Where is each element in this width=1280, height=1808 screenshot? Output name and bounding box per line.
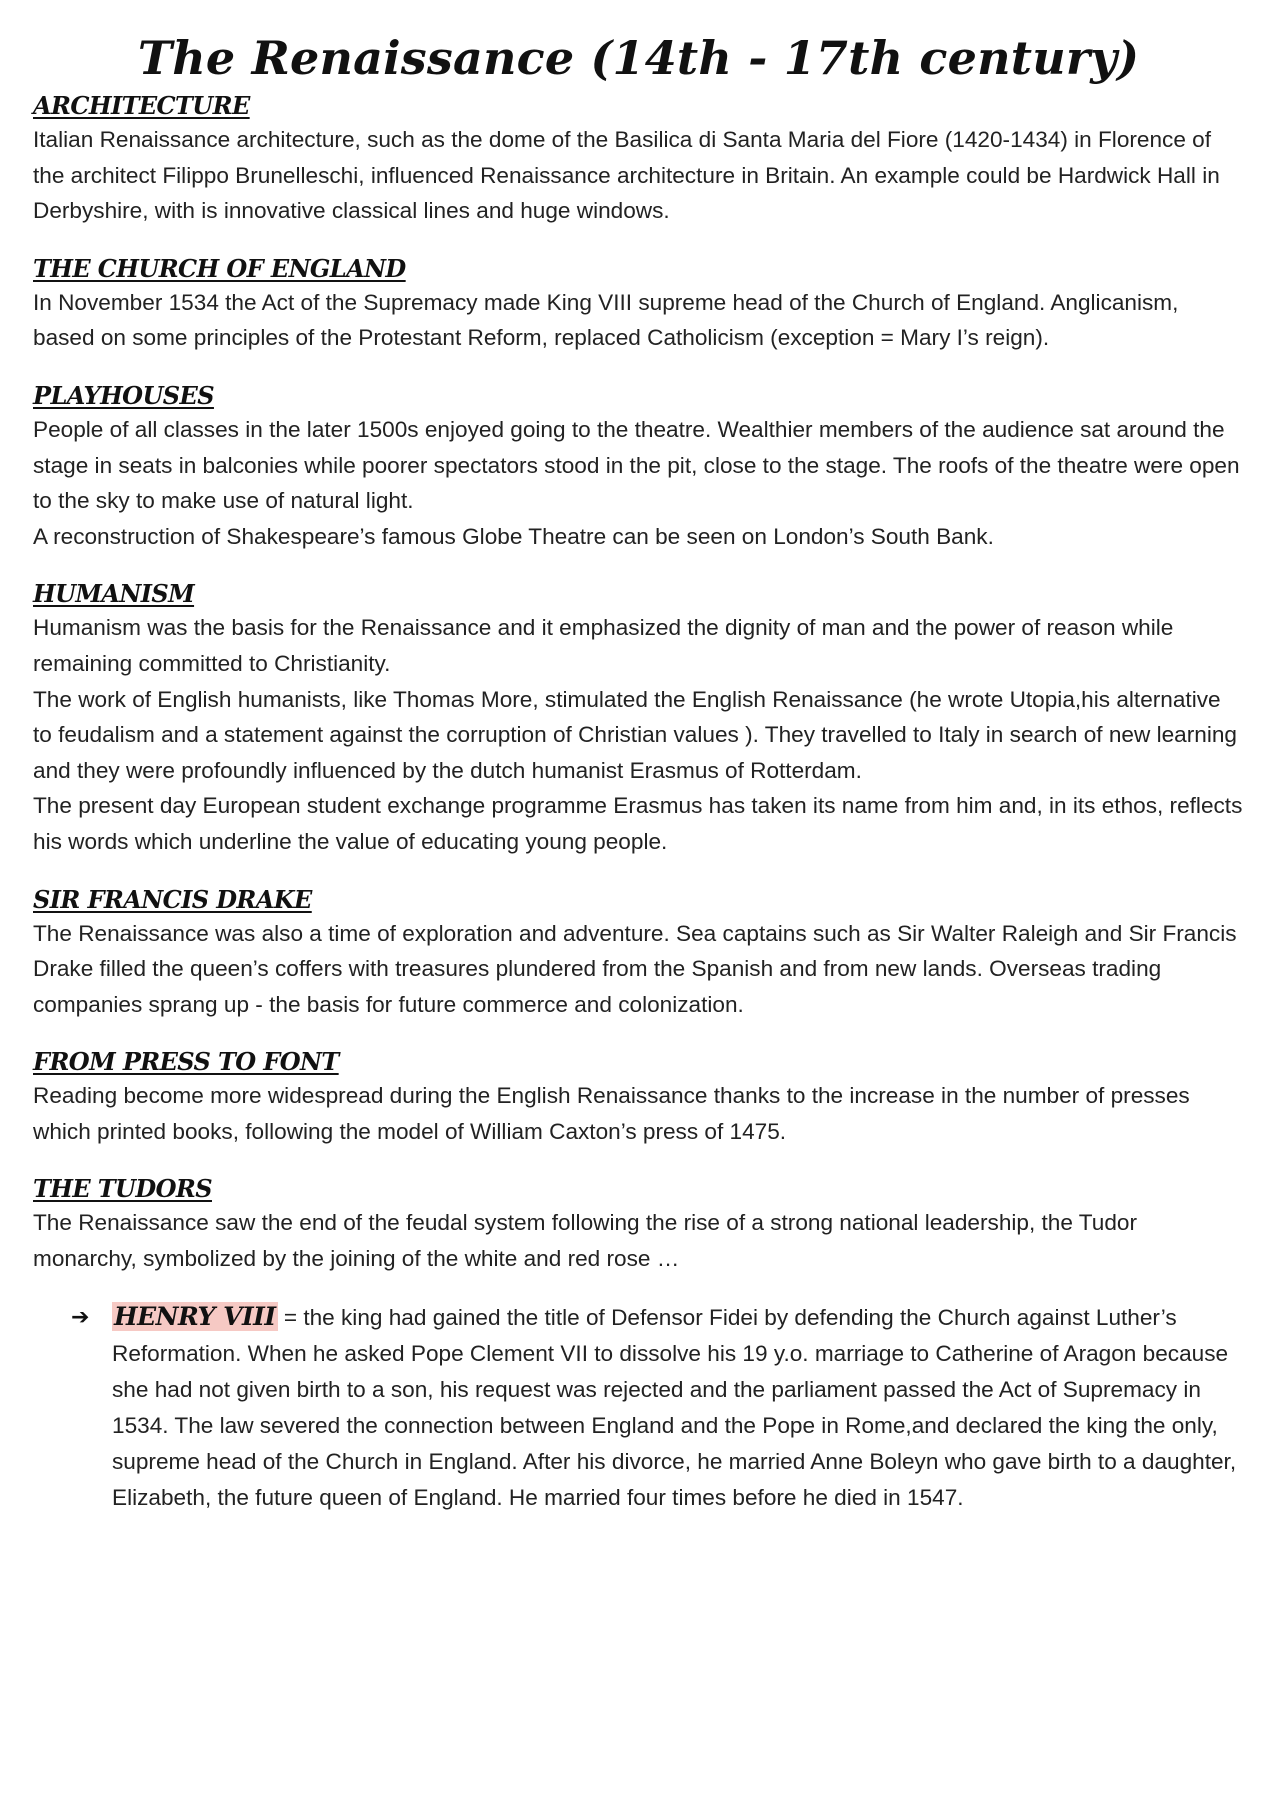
- section-heading: ARCHITECTURE: [33, 91, 250, 120]
- section-heading: THE CHURCH OF ENGLAND: [33, 253, 406, 283]
- section-architecture: [33, 90, 1244, 229]
- section-church-of-england: [33, 253, 1244, 356]
- section-humanism: [33, 578, 1244, 859]
- page-title: The Renaissance (14th - 17th century): [137, 31, 1140, 85]
- highlighted-term: HENRY VIII: [114, 1301, 276, 1331]
- section-from-press-to-font: [33, 1046, 1244, 1149]
- arrow-right-icon: ➔: [71, 1303, 90, 1329]
- section-paragraph: Italian Renaissance architecture, such as the dome of the Basilica di Santa Maria del Fiore (1420-1434) in Florence of the architect Filippo Brunelleschi, influenced Renaissance architecture in Britain. An example could be Hardwick Hall in Derbyshire, with is innovative classical lines and huge windows.: [33, 127, 1220, 224]
- bullet-paragraph: [112, 1299, 1244, 1516]
- section-the-tudors: [33, 1173, 1244, 1276]
- section-paragraph: The Renaissance was also a time of exploration and adventure. Sea captains such as Sir Walter Raleigh and Sir Francis Drake filled the queen’s coffers with treasures plundered from the Spanish and from new lands. Overseas trading companies sprang up - the basis for future commerce and colonization.: [33, 920, 1237, 1017]
- section-paragraph: The work of English humanists, like Thomas More, stimulated the English Renaissance (he wrote Utopia,his alternative to feudalism and a statement against the corruption of Christian values ). They travelled to Italy in search of new learning and they were profoundly influenced by the dutch humanist Erasmus of Rotterdam.: [33, 686, 1237, 783]
- section-sir-francis-drake: [33, 884, 1244, 1023]
- section-paragraph: A reconstruction of Shakespeare’s famous Globe Theatre can be seen on London’s South Bank.: [33, 523, 994, 549]
- section-paragraph: People of all classes in the later 1500s enjoyed going to the theatre. Wealthier members of the audience sat around the stage in seats in balconies while poorer spectators stood in the pit, close to the stage. The roofs of the theatre were open to the sky to make use of natural light.: [33, 416, 1240, 514]
- section-heading: HUMANISM: [33, 579, 195, 609]
- henry-viii-bullet: [33, 1299, 1244, 1516]
- section-paragraph: In November 1534 the Act of the Supremacy made King VIII supreme head of the Church of England. Anglicanism, based on some principles of the Protestant Reform, replaced Catholicism (exception = Mary I’s reign).: [33, 289, 1179, 351]
- section-paragraph: Humanism was the basis for the Renaissance and it emphasized the dignity of man and the power of reason while remaining committed to Christianity.: [33, 615, 1174, 676]
- bullet-text: = the king had gained the title of Defensor Fidei by defending the Church against Luther’s Reformation. When he asked Pope Clement VII to dissolve his 19 y.o. marriage to Catherine of Aragon because she had not given birth to a son, his request was rejected and the parliament passed the Act of Supremacy in 1534. The law severed the connection between England and the Pope in Rome,and declared the king the only, supreme head of the Church in England. After his divorce, he married Anne Boleyn who gave birth to a daughter, Elizabeth, the future queen of England. He married four times before he died in 1547.: [112, 1304, 1237, 1510]
- section-playhouses: [33, 380, 1244, 554]
- section-heading: THE TUDORS: [33, 1174, 212, 1204]
- section-heading: SIR FRANCIS DRAKE: [33, 884, 312, 914]
- section-heading: PLAYHOUSES: [33, 380, 214, 410]
- section-heading: FROM PRESS TO FONT: [33, 1047, 339, 1077]
- section-paragraph: The Renaissance saw the end of the feudal system following the rise of a strong national leadership, the Tudor monarchy, symbolized by the joining of the white and red rose …: [33, 1210, 1137, 1272]
- section-paragraph: Reading become more widespread during the English Renaissance thanks to the increase in the number of presses which printed books, following the model of William Caxton’s press of 1475.: [33, 1083, 1190, 1144]
- section-paragraph: The present day European student exchange programme Erasmus has taken its name from him and, in its ethos, reflects his words which underline the value of educating young people.: [33, 793, 1243, 854]
